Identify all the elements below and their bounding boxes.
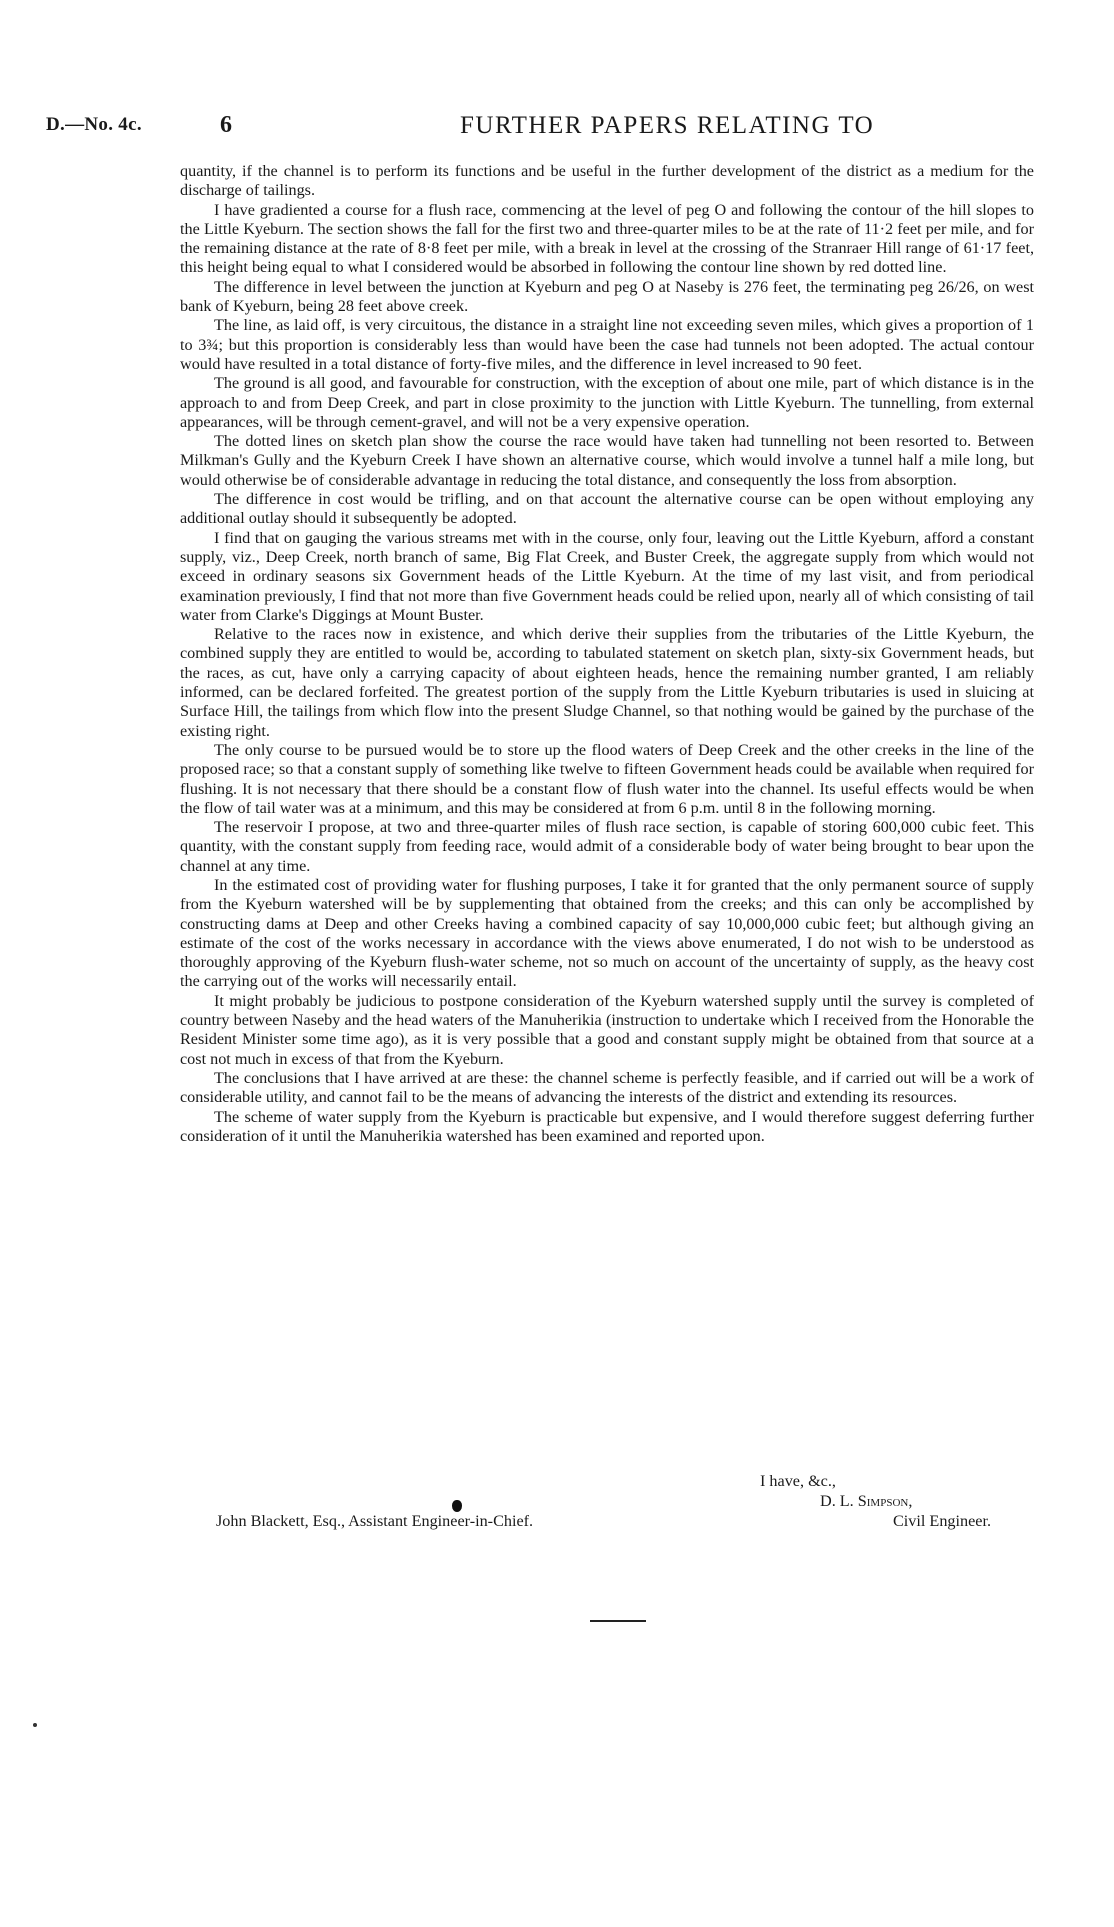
page-header xyxy=(40,110,1074,140)
paragraph: Relative to the races now in existence, and which derive their supplies from the tributaries of the Little Kyeburn, the combined supply they are entitled to would be, according to tabulated statement on sketch plan, sixty-six Government heads, but the races, as cut, have only a carrying capacity of about eighteen heads, hence the remaining number granted, I am reliably informed, can be declared forfeited. The greatest portion of the supply from the Little Kyeburn tributaries is used in sluicing at Surface Hill, the tailings from which flow into the present Sludge Channel, so that nothing would be gained by the purchase of the existing right. xyxy=(180,625,1034,740)
signatory-name xyxy=(820,1492,912,1511)
page-number: 6 xyxy=(220,112,232,138)
end-rule xyxy=(590,1620,646,1622)
paragraph: In the estimated cost of providing water for flushing purposes, I take it for granted that the only permanent source of supply from the Kyeburn watershed will be by supplementing that obtained from the creeks; and this can only be accomplished by constructing dams at Deep and other Creeks having a combined capacity of say 10,000,000 cubic feet; but although giving an estimate of the cost of the works necessary in accordance with the views above enumerated, I do not wish to be understood as thoroughly approving of the Kyeburn flush-water scheme, not so much on account of the uncertainty of supply, as the heavy cost the carrying out of the works will necessarily entail. xyxy=(180,875,1034,991)
addressee: John Blackett, Esq., Assistant Engineer-in-Chief. xyxy=(216,1512,534,1530)
signatory-surname: Simpson, xyxy=(857,1492,913,1510)
paragraph: It might probably be judicious to postpone consideration of the Kyeburn watershed supply until the survey is completed of country between Naseby and the head waters of the Manuherikia (instruction to undertake which I received from the Honorable the Resident Minister some time ago), as it is very possible that a good and constant supply might be obtained from that source at a cost not much in excess of that from the Kyeburn. xyxy=(180,991,1034,1068)
ink-mark xyxy=(452,1500,462,1512)
paragraph: The conclusions that I have arrived at are these: the channel scheme is perfectly feasible, and if carried out will be a work of considerable utility, and cannot fail to be the means of advancing the interests of the district and extending its resources. xyxy=(180,1068,1034,1107)
paragraph: I find that on gauging the various streams met with in the course, only four, leaving out the Little Kyeburn, afford a constant supply, viz., Deep Creek, north branch of same, Big Flat Creek, and Buster Creek, the aggregate supply from which would not exceed in ordinary seasons six Government heads of the Little Kyeburn. At the time of my last visit, and from periodical examination previously, I find that not more than five Government heads could be relied upon, nearly all of which consisting of tail water from Clarke's Diggings at Mount Buster. xyxy=(180,528,1034,624)
paragraph: The reservoir I propose, at two and three-quarter miles of flush race section, is capable of storing 600,000 cubic feet. This quantity, with the constant supply from feeding race, would admit of a considerable body of water being brought to bear upon the channel at any time. xyxy=(180,818,1034,875)
document-reference: D.—No. 4c. xyxy=(46,114,142,135)
running-title: FURTHER PAPERS RELATING TO xyxy=(460,112,875,139)
letter-body xyxy=(180,162,1034,1146)
signatory-title: Civil Engineer. xyxy=(893,1512,992,1530)
paragraph: The difference in cost would be trifling, and on that account the alternative course can be open without employing any additional outlay should it subsequently be adopted. xyxy=(180,490,1034,528)
paragraph: quantity, if the channel is to perform its functions and be useful in the further development of the district as a medium for the discharge of tailings. xyxy=(180,162,1034,200)
page-speck xyxy=(33,1723,37,1727)
paragraph: The scheme of water supply from the Kyeburn is practicable but expensive, and I would therefore suggest deferring further consideration of it until the Manuherikia watershed has been examined and reported upon. xyxy=(180,1107,1034,1145)
salutation: I have, &c., xyxy=(760,1472,836,1490)
paragraph: I have gradiented a course for a flush race, commencing at the level of peg O and following the contour of the hill slopes to the Little Kyeburn. The section shows the fall for the first two and three-quarter miles to be at the rate of 11·2 feet per mile, and for the remaining distance at the rate of 8·8 feet per mile, with a break in level at the crossing of the Stranraer Hill range of 61·17 feet, this height being equal to what I considered would be absorbed in following the contour line shown by red dotted line. xyxy=(180,200,1034,277)
paragraph: The line, as laid off, is very circuitous, the distance in a straight line not exceeding seven miles, which gives a proportion of 1 to 3¾; but this proportion is considerably less than would have been the case had tunnels not been adopted. The actual contour would have resulted in a total distance of forty-five miles, and the difference in level increased to 90 feet. xyxy=(180,316,1034,373)
signatory-initials: D. L. xyxy=(820,1492,854,1510)
paragraph: The ground is all good, and favourable for construction, with the exception of about one mile, part of which distance is in the approach to and from Deep Creek, and part in close proximity to the junction with Little Kyeburn. The tunnelling, from external appearances, will be through cement-gravel, and will not be a very expensive operation. xyxy=(180,374,1034,431)
paragraph: The dotted lines on sketch plan show the course the race would have taken had tunnelling not been resorted to. Between Milkman's Gully and the Kyeburn Creek I have shown an alternative course, which would involve a tunnel half a mile long, but would otherwise be of considerable advantage in reducing the total distance, and consequently the loss from absorption. xyxy=(180,432,1034,489)
paragraph: The difference in level between the junction at Kyeburn and peg O at Naseby is 276 feet, the terminating peg 26/26, on west bank of Kyeburn, being 28 feet above creek. xyxy=(180,277,1034,316)
paragraph: The only course to be pursued would be to store up the flood waters of Deep Creek and the other creeks in the line of the proposed race; so that a constant supply of something like twelve to fifteen Government heads could be available when required for flushing. It is not necessary that there should be a constant flow of flush water into the channel. Its useful effects would be when the flow of tail water was at a minimum, and this may be considered at from 6 p.m. until 8 in the following morning. xyxy=(180,740,1034,817)
